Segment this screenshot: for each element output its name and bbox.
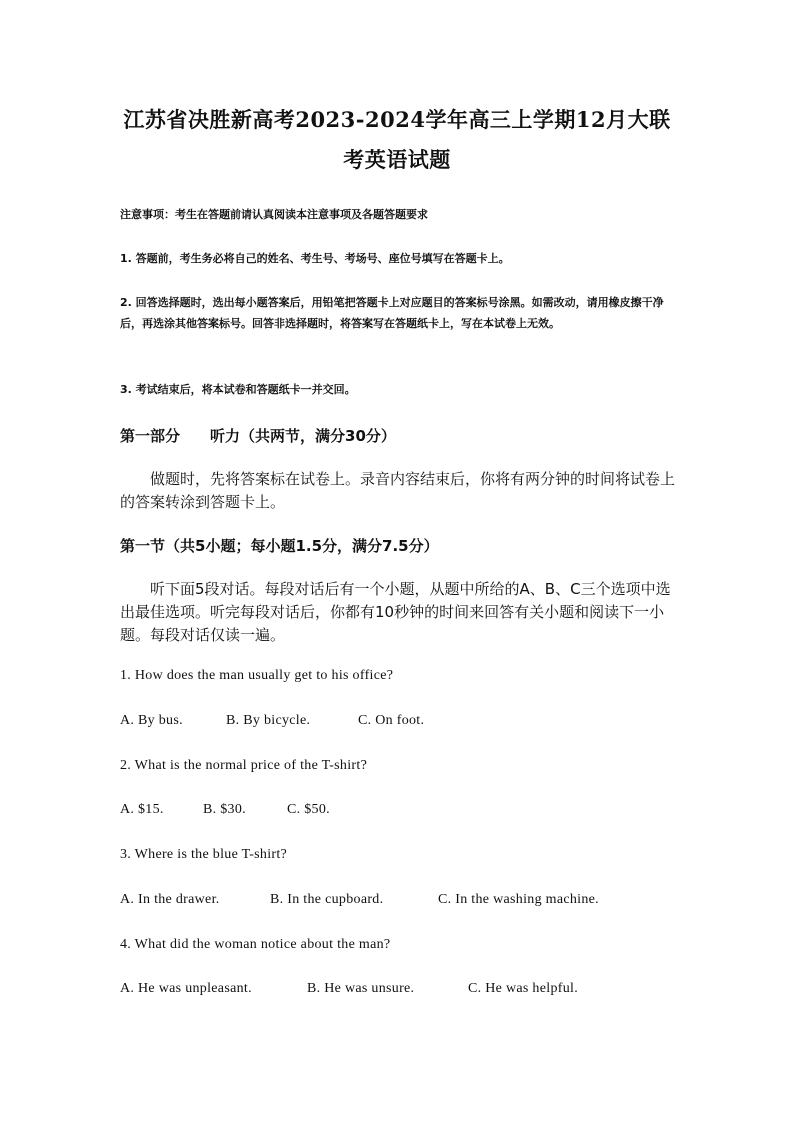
option-a: A. In the drawer.: [120, 892, 220, 907]
option-c: C. On foot.: [358, 713, 425, 728]
part1-heading: 第一部分 听力（共两节，满分30分）: [120, 427, 396, 445]
question-1-options: [120, 713, 424, 729]
question-2: 2. What is the normal price of the T-shirt?: [120, 758, 368, 773]
section1-instructions: 听下面5段对话。每段对话后有一个小题，从题中所给的A、B、C三个选项中选出最佳选项。听完每段对话后，你都有10秒钟的时间来回答有关小题和阅读下一小题。每段对话仅读一遍。: [120, 580, 671, 644]
part1-instructions: 做题时，先将答案标在试卷上。录音内容结束后，你将有两分钟的时间将试卷上的答案转涂到答题卡上。: [120, 470, 676, 511]
option-c: C. He was helpful.: [468, 981, 578, 996]
question-3: 3. Where is the blue T-shirt?: [120, 847, 288, 862]
option-b: B. In the cupboard.: [270, 892, 384, 907]
question-4-options: [120, 981, 578, 997]
option-a: A. By bus.: [120, 713, 183, 728]
option-b: B. $30.: [203, 802, 246, 817]
question-2-options: [120, 802, 330, 818]
option-b: B. He was unsure.: [307, 981, 415, 996]
option-c: C. In the washing machine.: [438, 892, 599, 907]
question-4: 4. What did the woman notice about the man?: [120, 937, 391, 952]
notice-item-1: 1. 答题前，考生务必将自己的姓名、考生号、考场号、座位号填写在答题卡上。: [120, 252, 510, 265]
notice-item-3: 3. 考试结束后，将本试卷和答题纸卡一并交回。: [120, 383, 356, 396]
notice-item-2: 2. 回答选择题时，选出每小题答案后，用铅笔把答题卡上对应题目的答案标号涂黑。如需改动，请用橡皮擦干净后，再选涂其他答案标号。回答非选择题时，将答案写在答题纸卡上，写在本试卷上无效。: [120, 296, 664, 330]
exam-title-line1: 江苏省决胜新高考2023-2024学年高三上学期12月大联: [123, 107, 671, 132]
question-3-options: [120, 892, 599, 908]
section1-heading: 第一节（共5小题；每小题1.5分，满分7.5分）: [120, 537, 439, 555]
exam-title-line2: 考英语试题: [343, 147, 451, 172]
option-a: A. $15.: [120, 802, 164, 817]
option-a: A. He was unpleasant.: [120, 981, 252, 996]
option-b: B. By bicycle.: [226, 713, 311, 728]
option-c: C. $50.: [287, 802, 330, 817]
question-1: 1. How does the man usually get to his office?: [120, 668, 394, 683]
notice-heading: 注意事项：考生在答题前请认真阅读本注意事项及各题答题要求: [120, 208, 428, 221]
